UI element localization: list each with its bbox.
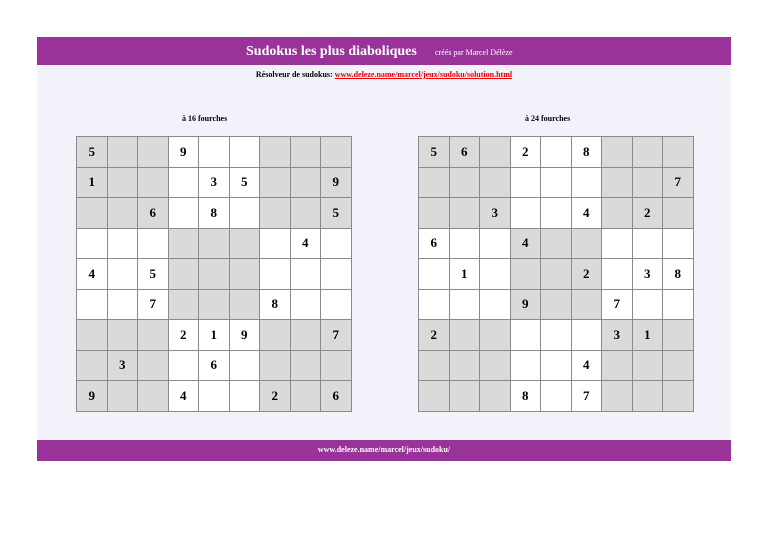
grid-row	[419, 350, 694, 381]
footer-url: www.deleze.name/marcel/jeux/sudoku/	[317, 445, 451, 454]
sudoku-cell: 8	[260, 289, 291, 320]
page-title: Sudokus les plus diaboliques	[246, 44, 417, 59]
grid-row	[419, 198, 694, 229]
sudoku-cell: 7	[571, 381, 602, 412]
sudoku-cell: 8	[199, 198, 230, 229]
grid-row	[419, 320, 694, 351]
sudoku-cell: 1	[632, 320, 663, 351]
sudoku-cell: 4	[168, 381, 199, 412]
sudoku-cell	[321, 228, 352, 259]
sudoku-cell	[602, 350, 633, 381]
sudoku-cell	[541, 259, 572, 290]
sudoku-cell	[541, 137, 572, 168]
sudoku-cell: 6	[199, 350, 230, 381]
sudoku-cell	[168, 198, 199, 229]
sudoku-cell	[290, 381, 321, 412]
sudoku-cell	[632, 167, 663, 198]
sudoku-cell: 2	[571, 259, 602, 290]
grid-row	[77, 167, 352, 198]
sudoku-cell	[107, 259, 138, 290]
grid-row	[419, 289, 694, 320]
puzzle-1-label: à 16 fourches	[182, 114, 228, 123]
sudoku-cell	[602, 167, 633, 198]
sudoku-cell: 4	[77, 259, 108, 290]
sudoku-cell	[290, 137, 321, 168]
sudoku-cell: 1	[199, 320, 230, 351]
sudoku-cell: 2	[260, 381, 291, 412]
sudoku-cell	[449, 381, 480, 412]
sudoku-cell	[571, 167, 602, 198]
sudoku-cell: 4	[571, 350, 602, 381]
sudoku-cell	[107, 167, 138, 198]
sudoku-cell	[260, 228, 291, 259]
sudoku-cell	[632, 350, 663, 381]
sudoku-cell	[168, 350, 199, 381]
sudoku-cell: 9	[510, 289, 541, 320]
sudoku-cell	[449, 198, 480, 229]
sudoku-cell: 9	[77, 381, 108, 412]
sudoku-cell	[663, 350, 694, 381]
sudoku-cell	[480, 259, 511, 290]
sudoku-cell	[510, 167, 541, 198]
sudoku-cell: 8	[663, 259, 694, 290]
sudoku-cell	[602, 381, 633, 412]
sudoku-cell: 4	[510, 228, 541, 259]
solver-label: Résolveur de sudokus:	[255, 70, 335, 79]
sudoku-cell	[449, 350, 480, 381]
sudoku-cell: 3	[602, 320, 633, 351]
sudoku-cell	[138, 167, 169, 198]
sudoku-cell	[321, 289, 352, 320]
sudoku-cell: 2	[510, 137, 541, 168]
grid-row	[419, 228, 694, 259]
grid-row	[419, 137, 694, 168]
sudoku-cell	[290, 259, 321, 290]
sudoku-cell	[107, 228, 138, 259]
solver-link[interactable]: www.deleze.name/marcel/jeux/sudoku/solution.html	[334, 70, 513, 79]
sudoku-cell	[541, 289, 572, 320]
sudoku-cell	[632, 137, 663, 168]
sudoku-cell	[480, 289, 511, 320]
sudoku-cell: 6	[138, 198, 169, 229]
sudoku-cell	[229, 350, 260, 381]
sudoku-cell: 9	[229, 320, 260, 351]
grid-row	[77, 350, 352, 381]
sudoku-cell	[541, 350, 572, 381]
sudoku-cell	[290, 289, 321, 320]
sudoku-cell	[107, 381, 138, 412]
sudoku-cell	[419, 381, 450, 412]
sudoku-cell	[77, 228, 108, 259]
sudoku-cell: 5	[138, 259, 169, 290]
sudoku-cell	[510, 350, 541, 381]
sudoku-cell	[168, 259, 199, 290]
grid-row	[77, 381, 352, 412]
sudoku-cell	[541, 198, 572, 229]
grid-row	[77, 320, 352, 351]
sudoku-cell	[229, 228, 260, 259]
sudoku-cell	[541, 228, 572, 259]
sudoku-cell: 8	[510, 381, 541, 412]
sudoku-cell: 3	[480, 198, 511, 229]
sudoku-cell	[571, 289, 602, 320]
sudoku-cell	[480, 137, 511, 168]
sudoku-grid-16-fourches	[76, 136, 352, 412]
sudoku-cell: 5	[321, 198, 352, 229]
sudoku-cell	[260, 137, 291, 168]
sudoku-cell	[107, 137, 138, 168]
sudoku-cell	[510, 259, 541, 290]
sudoku-cell	[199, 381, 230, 412]
grid-row	[77, 137, 352, 168]
sudoku-cell: 7	[321, 320, 352, 351]
footer-banner	[37, 440, 731, 461]
sudoku-cell	[77, 350, 108, 381]
sudoku-cell	[541, 320, 572, 351]
sudoku-cell	[229, 381, 260, 412]
sudoku-cell: 6	[449, 137, 480, 168]
sudoku-cell	[260, 259, 291, 290]
sudoku-cell	[229, 289, 260, 320]
sudoku-cell	[419, 350, 450, 381]
sudoku-cell	[602, 198, 633, 229]
grid-row	[419, 381, 694, 412]
sudoku-cell	[229, 137, 260, 168]
sudoku-cell: 2	[168, 320, 199, 351]
sudoku-cell	[449, 289, 480, 320]
sudoku-cell	[419, 198, 450, 229]
sudoku-cell	[541, 167, 572, 198]
sudoku-cell	[419, 259, 450, 290]
sudoku-cell	[449, 228, 480, 259]
sudoku-cell	[632, 289, 663, 320]
sudoku-cell	[602, 259, 633, 290]
sudoku-cell: 6	[321, 381, 352, 412]
sudoku-cell: 7	[138, 289, 169, 320]
sudoku-cell	[229, 198, 260, 229]
sudoku-cell	[138, 320, 169, 351]
sudoku-cell	[229, 259, 260, 290]
sudoku-cell	[321, 350, 352, 381]
sudoku-cell	[663, 320, 694, 351]
grid-row	[77, 259, 352, 290]
sudoku-cell	[663, 228, 694, 259]
sudoku-cell: 7	[663, 167, 694, 198]
sudoku-cell	[77, 320, 108, 351]
sudoku-cell	[632, 228, 663, 259]
sudoku-grid-24-fourches	[418, 136, 694, 412]
sudoku-cell	[663, 289, 694, 320]
sudoku-cell: 5	[229, 167, 260, 198]
sudoku-cell: 1	[449, 259, 480, 290]
sudoku-cell	[199, 259, 230, 290]
sudoku-cell	[107, 198, 138, 229]
sudoku-cell: 5	[77, 137, 108, 168]
grid-row	[77, 228, 352, 259]
sudoku-cell	[480, 228, 511, 259]
sudoku-cell	[419, 289, 450, 320]
sudoku-cell: 8	[571, 137, 602, 168]
sudoku-cell	[480, 350, 511, 381]
sudoku-cell	[510, 320, 541, 351]
sudoku-cell	[138, 228, 169, 259]
sudoku-cell	[138, 350, 169, 381]
sudoku-cell	[321, 259, 352, 290]
sudoku-cell	[419, 167, 450, 198]
sudoku-cell: 7	[602, 289, 633, 320]
sudoku-cell	[541, 381, 572, 412]
puzzle-2-label: à 24 fourches	[525, 114, 571, 123]
author-credit: créés par Marcel Délèze	[435, 48, 513, 57]
sudoku-cell: 6	[419, 228, 450, 259]
sudoku-cell: 9	[321, 167, 352, 198]
sudoku-cell	[199, 228, 230, 259]
sudoku-cell	[138, 381, 169, 412]
sudoku-cell	[663, 198, 694, 229]
grid-row	[419, 259, 694, 290]
grid-row	[77, 198, 352, 229]
sudoku-cell	[602, 137, 633, 168]
sudoku-cell: 4	[571, 198, 602, 229]
sudoku-cell: 3	[199, 167, 230, 198]
sudoku-cell	[449, 167, 480, 198]
sudoku-cell: 2	[419, 320, 450, 351]
sudoku-cell	[168, 228, 199, 259]
sudoku-cell	[168, 167, 199, 198]
sudoku-cell	[449, 320, 480, 351]
sudoku-cell	[480, 320, 511, 351]
sudoku-cell	[107, 289, 138, 320]
sudoku-cell	[290, 198, 321, 229]
sudoku-cell	[571, 228, 602, 259]
sudoku-cell	[138, 137, 169, 168]
sudoku-cell	[663, 137, 694, 168]
solver-line	[0, 70, 768, 79]
sudoku-cell: 4	[290, 228, 321, 259]
sudoku-cell	[290, 320, 321, 351]
sudoku-cell: 9	[168, 137, 199, 168]
header-banner	[37, 37, 731, 65]
sudoku-cell	[260, 198, 291, 229]
sudoku-cell	[602, 228, 633, 259]
sudoku-cell	[321, 137, 352, 168]
sudoku-cell	[290, 350, 321, 381]
sudoku-cell	[107, 320, 138, 351]
sudoku-cell	[290, 167, 321, 198]
sudoku-cell	[199, 137, 230, 168]
sudoku-cell	[663, 381, 694, 412]
sudoku-cell: 3	[632, 259, 663, 290]
sudoku-cell	[77, 198, 108, 229]
sudoku-cell	[260, 320, 291, 351]
sudoku-cell	[480, 167, 511, 198]
sudoku-cell: 5	[419, 137, 450, 168]
sudoku-cell: 1	[77, 167, 108, 198]
grid-row	[419, 167, 694, 198]
sudoku-cell	[260, 167, 291, 198]
sudoku-cell: 3	[107, 350, 138, 381]
sudoku-cell	[571, 320, 602, 351]
sudoku-cell	[199, 289, 230, 320]
sudoku-cell	[168, 289, 199, 320]
sudoku-cell	[77, 289, 108, 320]
sudoku-cell	[632, 381, 663, 412]
sudoku-cell	[510, 198, 541, 229]
sudoku-cell: 2	[632, 198, 663, 229]
sudoku-cell	[260, 350, 291, 381]
sudoku-cell	[480, 381, 511, 412]
grid-row	[77, 289, 352, 320]
